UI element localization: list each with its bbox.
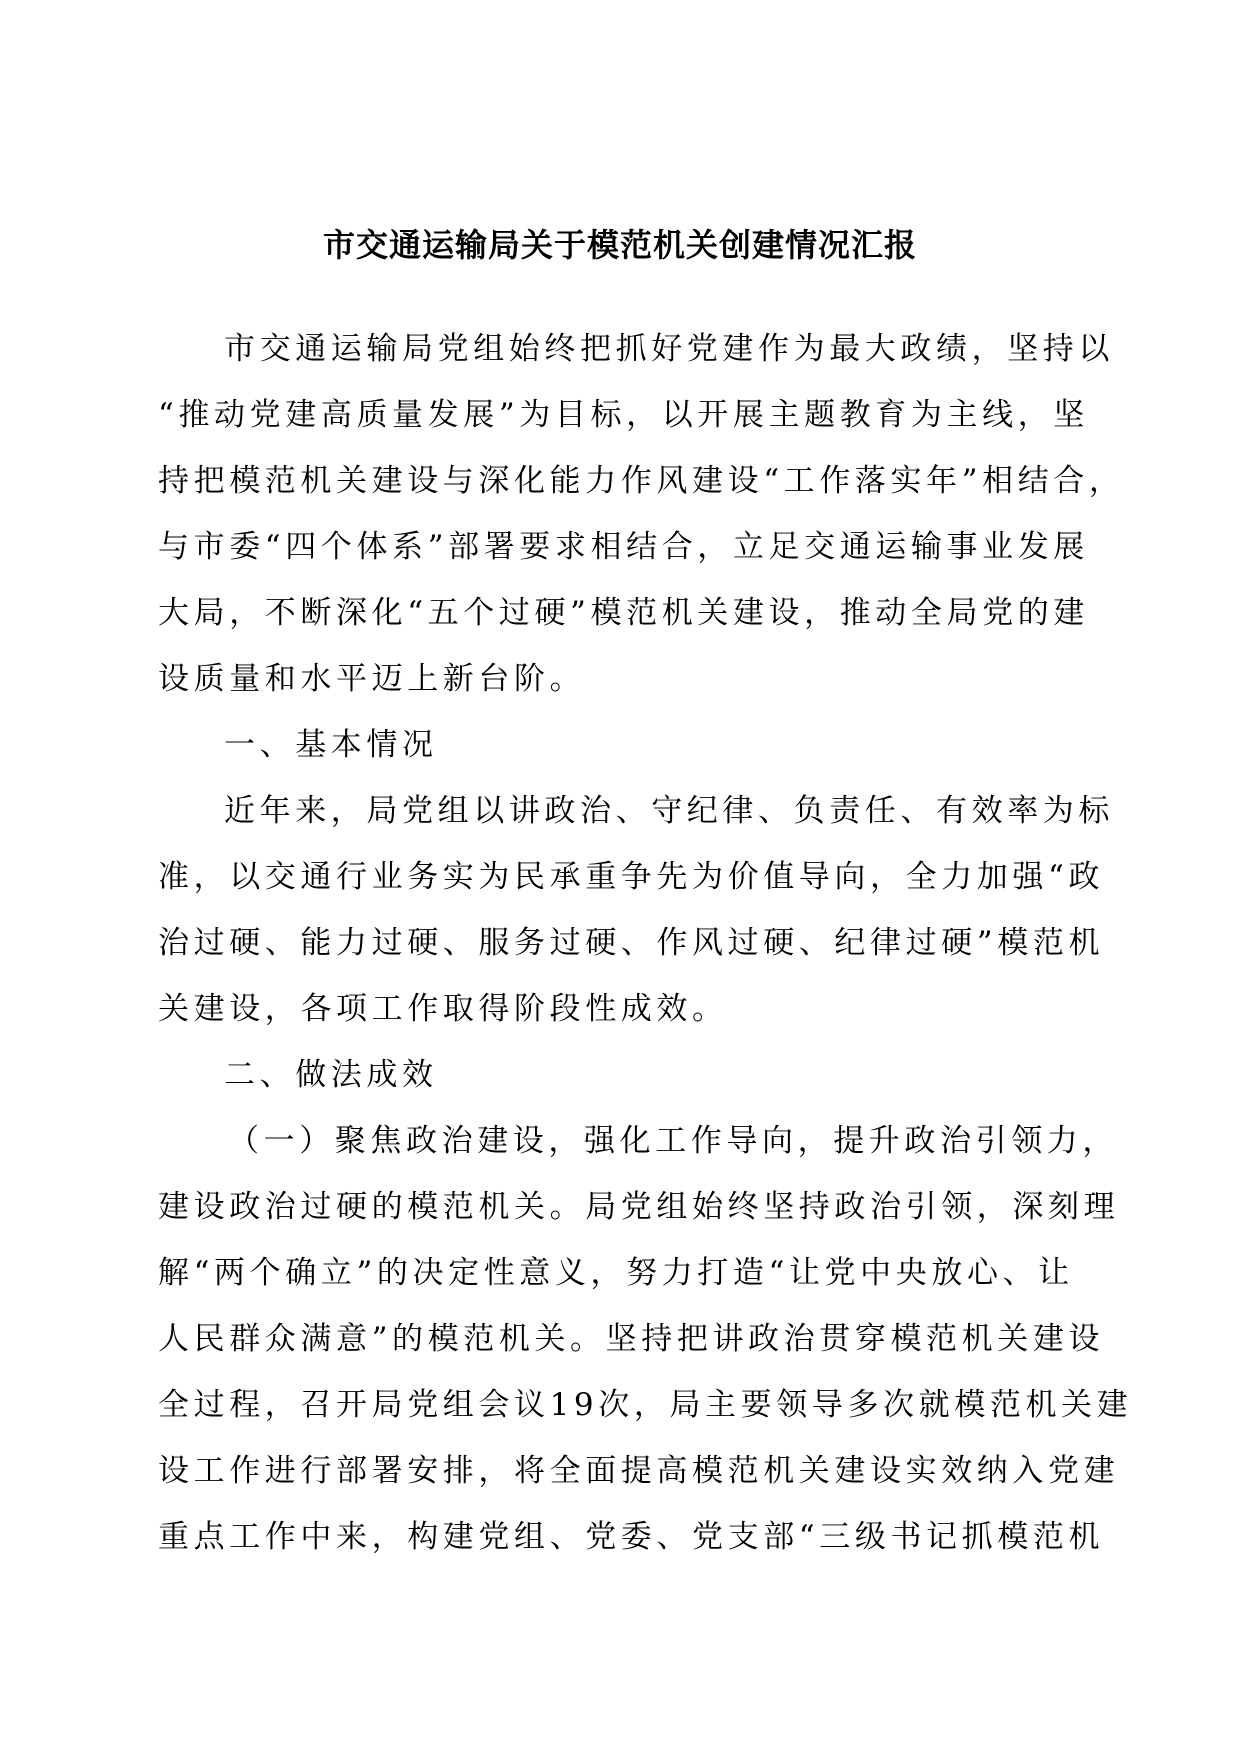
paragraph-line: 全过程，召开局党组会议19次，局主要领导多次就模范机关建: [158, 1387, 1133, 1423]
paragraph-line: 大局，不断深化“五个过硬”模范机关建设，推动全局党的建: [158, 595, 1089, 631]
paragraph-line: 准，以交通行业务实为民承重争先为价值导向，全力加强“政: [158, 859, 1105, 895]
paragraph-line: 持把模范机关建设与深化能力作风建设“工作落实年”相结合，: [158, 463, 1125, 499]
paragraph-line: 市交通运输局党组始终把抓好党建作为最大政绩，坚持以: [224, 331, 1114, 367]
paragraph-line: 与市委“四个体系”部署要求相结合，立足交通运输事业发展: [158, 529, 1089, 565]
section-heading: 一、基本情况: [224, 727, 438, 763]
subsection-heading-line: （一）聚焦政治建设，强化工作导向，提升政治引领力，: [228, 1123, 1118, 1159]
paragraph-line: 设质量和水平迈上新台阶。: [158, 661, 586, 697]
paragraph-line: 近年来，局党组以讲政治、守纪律、负责任、有效率为标: [224, 793, 1114, 829]
paragraph-line: 重点工作中来，构建党组、党委、党支部“三级书记抓模范机: [158, 1519, 1105, 1555]
paragraph-line: “推动党建高质量发展”为目标，以开展主题教育为主线，坚: [158, 397, 1089, 433]
section-heading: 二、做法成效: [224, 1057, 438, 1093]
paragraph-line: 设工作进行部署安排，将全面提高模范机关建设实效纳入党建: [158, 1453, 1120, 1489]
document-body: [158, 316, 1133, 1570]
document-title: 市交通运输局关于模范机关创建情况汇报: [322, 226, 917, 264]
paragraph-line: 解“两个确立”的决定性意义，努力打造“让党中央放心、让: [158, 1255, 1074, 1291]
paragraph-line: 建设政治过硬的模范机关。局党组始终坚持政治引领，深刻理: [158, 1189, 1120, 1225]
paragraph-line: 治过硬、能力过硬、服务过硬、作风过硬、纪律过硬”模范机: [158, 925, 1105, 961]
paragraph-line: 关建设，各项工作取得阶段性成效。: [158, 991, 728, 1027]
paragraph-line: 人民群众满意”的模范机关。坚持把讲政治贯穿模范机关建设: [158, 1321, 1105, 1357]
